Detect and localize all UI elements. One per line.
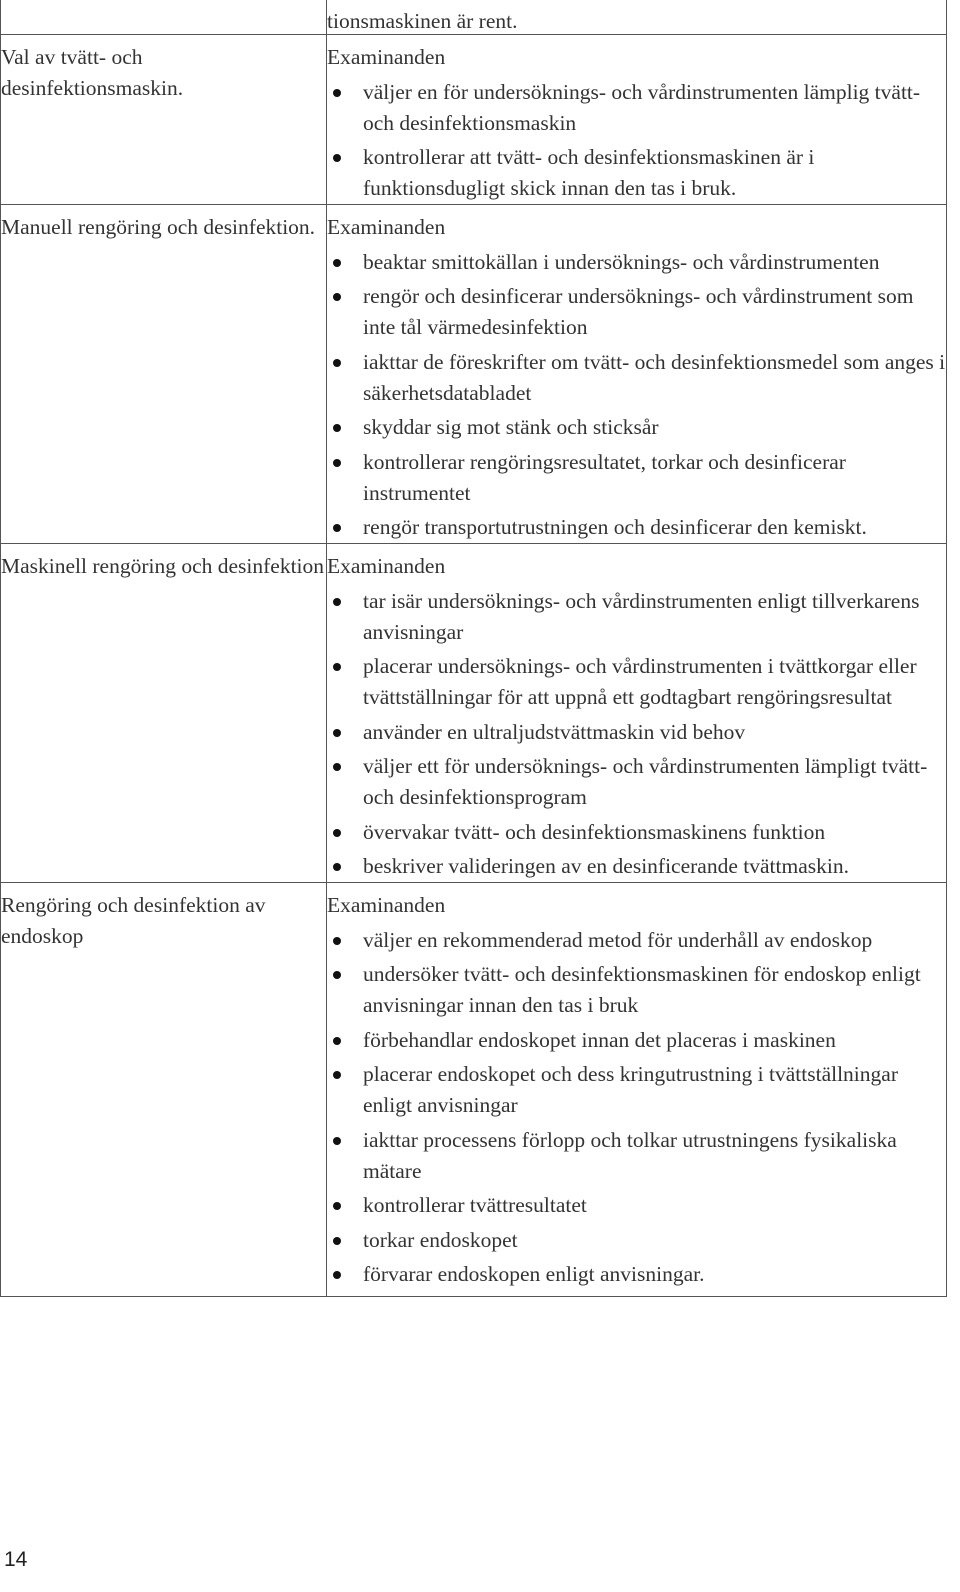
lead-text: Examinanden xyxy=(327,554,446,578)
list-item: beaktar smittokällan i undersöknings- och vårdinstrumenten xyxy=(327,247,946,278)
list-item: undersöker tvätt- och desinfektionsmaskinen för endoskop enligt anvisningar innan den tas i bruk xyxy=(327,959,946,1021)
criteria-list xyxy=(327,77,946,205)
criterion-text: Rengöring och desinfektion av endoskop xyxy=(1,893,266,948)
list-item: väljer en för undersöknings- och vårdinstrumenten lämplig tvätt- och desinfektionsmaskin xyxy=(327,77,946,139)
list-item: placerar endoskopet och dess kringutrustning i tvättställningar enligt anvisningar xyxy=(327,1059,946,1121)
list-item: väljer en rekommenderad metod för underhåll av endoskop xyxy=(327,925,946,956)
criterion-cell xyxy=(1,35,327,205)
list-item: placerar undersöknings- och vårdinstrumenten i tvättkorgar eller tvättställningar för att uppnå ett godtagbart rengöringsresultat xyxy=(327,651,946,713)
description-cell xyxy=(327,205,947,544)
criteria-list xyxy=(327,925,946,1291)
criterion-cell-empty xyxy=(1,0,327,35)
list-item: rengör och desinficerar undersöknings- och vårdinstrument som inte tål värmedesinfektion xyxy=(327,281,946,343)
lead-text: Examinanden xyxy=(327,893,446,917)
list-item: skyddar sig mot stänk och sticksår xyxy=(327,412,946,443)
table-row xyxy=(1,35,947,205)
criterion-text: Maskinell rengöring och desinfektion xyxy=(1,554,325,578)
list-item: förvarar endoskopen enligt anvisningar. xyxy=(327,1259,946,1290)
list-item: rengör transportutrustningen och desinficerar den kemiskt. xyxy=(327,512,946,543)
criterion-cell xyxy=(1,544,327,883)
criterion-cell xyxy=(1,205,327,544)
lead-text: Examinanden xyxy=(327,45,446,69)
description-cell xyxy=(327,35,947,205)
list-item: iakttar de föreskrifter om tvätt- och desinfektionsmedel som anges i säkerhetsdatabladet xyxy=(327,347,946,409)
criteria-list xyxy=(327,586,946,883)
list-item: kontrollerar rengöringsresultatet, torkar och desinficerar instrumentet xyxy=(327,447,946,509)
table-row-continuation xyxy=(1,0,947,35)
list-item: kontrollerar att tvätt- och desinfektionsmaskinen är i funktionsdugligt skick innan den tas i bruk. xyxy=(327,142,946,204)
list-item: använder en ultraljudstvättmaskin vid behov xyxy=(327,717,946,748)
list-item: beskriver valideringen av en desinficerande tvättmaskin. xyxy=(327,851,946,882)
table-row xyxy=(1,883,947,1297)
criteria-list xyxy=(327,247,946,544)
list-item: iakttar processens förlopp och tolkar utrustningens fysikaliska mätare xyxy=(327,1125,946,1187)
description-cell xyxy=(327,883,947,1297)
criterion-cell xyxy=(1,883,327,1297)
list-item: övervakar tvätt- och desinfektionsmaskinens funktion xyxy=(327,817,946,848)
list-item: förbehandlar endoskopet innan det placeras i maskinen xyxy=(327,1025,946,1056)
list-item: väljer ett för undersöknings- och vårdinstrumenten lämpligt tvätt- och desinfektionsprogram xyxy=(327,751,946,813)
description-cell xyxy=(327,544,947,883)
description-cell xyxy=(327,0,947,35)
table-row xyxy=(1,205,947,544)
table-row xyxy=(1,544,947,883)
list-item: kontrollerar tvättresultatet xyxy=(327,1190,946,1221)
list-item: tar isär undersöknings- och vårdinstrumenten enligt tillverkarens anvisningar xyxy=(327,586,946,648)
lead-text: Examinanden xyxy=(327,215,446,239)
criterion-text: Manuell rengöring och desinfektion. xyxy=(1,215,316,239)
page-number: 14 xyxy=(4,1548,28,1571)
list-item: torkar endoskopet xyxy=(327,1225,946,1256)
continued-text: tionsmaskinen är rent. xyxy=(327,9,518,33)
criterion-text: Val av tvätt- och desinfektionsmaskin. xyxy=(1,45,184,100)
